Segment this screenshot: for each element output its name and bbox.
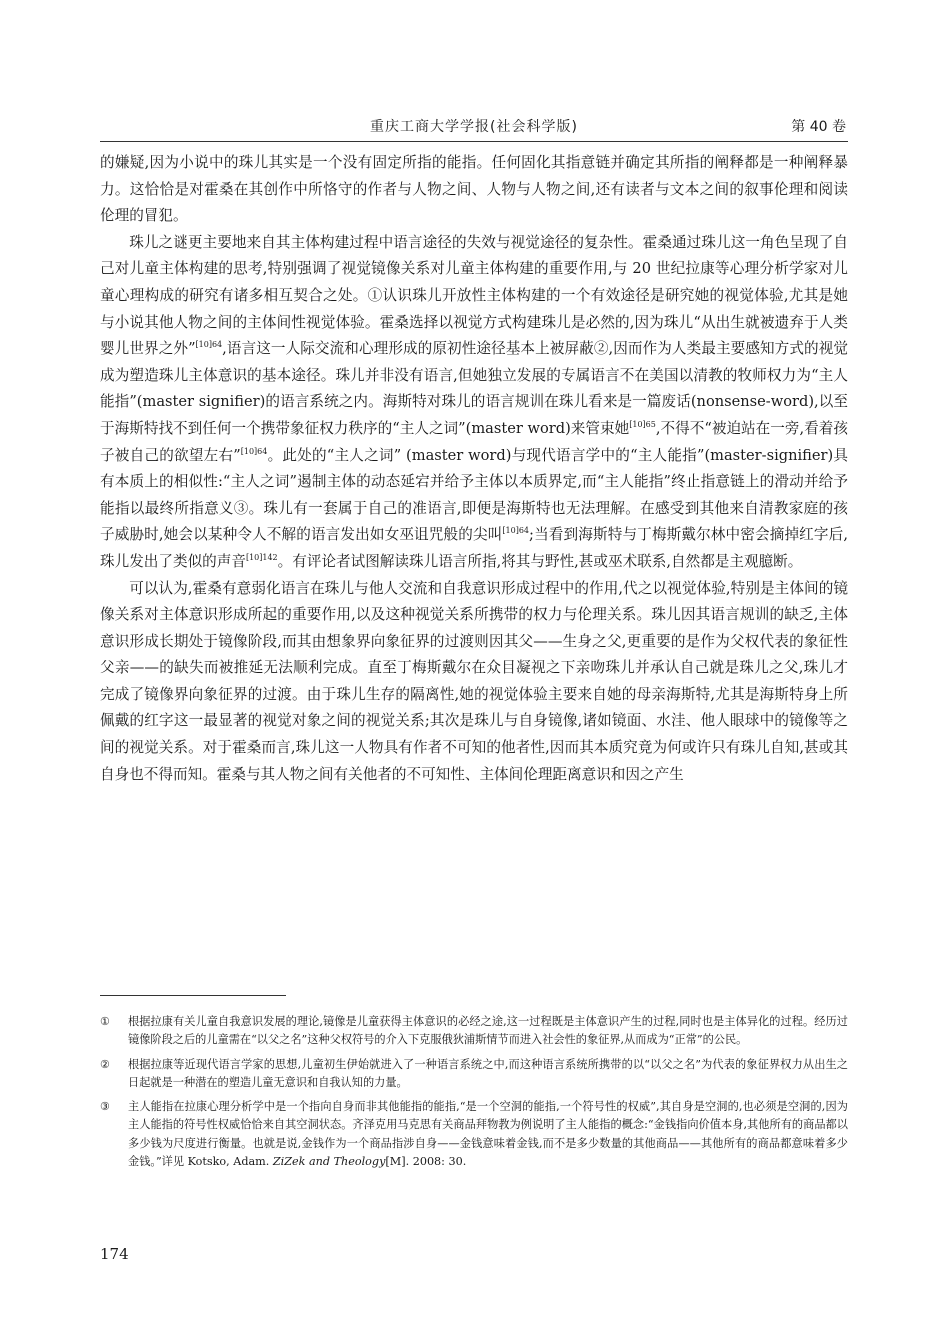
footnote-text: 主人能指在拉康心理分析学中是一个指向自身而非其他能指的能指,“是一个空洞的能指,一个符号性的权威”,其自身是空洞的,也必须是空洞的,因为主人能指的符号性权威恰恰来自其空洞状态。齐泽克用马克思有关商品拜物教为例说明了主人能指的概念:“金钱指向价值本身,其他所有的商品都以多少钱为尺度进行衡量。也就是说,金钱作为一个商品指涉自身——金钱意味着金钱,而不是多少数量的其他商品——其他所有的商品都意味着多少金钱。”详见 Kotsko, Adam. [128,1100,848,1169]
paragraph-3: 可以认为,霍桑有意弱化语言在珠儿与他人交流和自我意识形成过程中的作用,代之以视觉体验,特别是主体间的镜像关系对主体意识形成所起的重要作用,以及这种视觉关系所携带的权力与伦理关系。珠儿因其语言规训的缺乏,主体意识形成长期处于镜像阶段,而其由想象界向象征界的过渡则因其父——生身之父,更重要的是作为父权代表的象征性父亲——的缺失而被推延无法顺利完成。直至丁梅斯戴尔在众目凝视之下亲吻珠儿并承认自己就是珠儿之父,珠儿才完成了镜像界向象征界的过渡。由于珠儿生存的隔离性,她的视觉体验主要来自她的母亲海斯特,尤其是海斯特身上所佩戴的红字这一最显著的视觉对象之间的视觉关系;其次是珠儿与自身镜像,诸如镜面、水洼、他人眼球中的镜像等之间的视觉关系。对于霍桑而言,珠儿这一人物具有作者不可知的他者性,因而其本质究竟为何或许只有珠儿自知,甚或其自身也不得而知。霍桑与其人物之间有关他者的不可知性、主体间伦理距离意识和因之产生 [100,579,848,783]
main-text [100,150,848,788]
footnote-text: 根据拉康有关儿童自我意识发展的理论,镜像是儿童获得主体意识的必经之途,这一过程既是主体意识产生的过程,同时也是主体异化的过程。经历过镜像阶段之后的儿童需在“以父之名”这种父权符号的介入下克服俄狄浦斯情节而进入社会性的象征界,从而成为“正常”的公民。 [128,1015,848,1047]
paragraph-1: 的嫌疑,因为小说中的珠儿其实是一个没有固定所指的能指。任何固化其指意链并确定其所指的阐释都是一种阐释暴力。这恰恰是对霍桑在其创作中所恪守的作者与人物之间、人物与人物之间,还有读者与文本之间的叙事伦理和阅读伦理的冒犯。 [100,154,848,225]
citation: [10]65 [629,419,656,429]
footnotes [100,1013,848,1177]
footnote-3 [100,1098,848,1171]
reference-title: ZiZek and Theology [272,1155,386,1169]
citation: [10]64 [502,526,530,536]
paragraph-2 [100,230,848,576]
volume-label: 第 40 卷 [791,119,846,135]
footnote-text: 根据拉康等近现代语言学家的思想,儿童初生伊始就进入了一种语言系统之中,而这种语言系统所携带的以“以父之名”为代表的象征界权力从出生之日起就是一种潜在的塑造儿童无意识和自我认知的力量。 [128,1057,848,1089]
journal-title: 重庆工商大学学报(社会科学版) [370,119,578,135]
citation: [10]64 [240,446,268,456]
footnote-text-end: [M]. 2008: 30. [385,1155,467,1169]
footnote-mark: ① [100,1015,111,1028]
footnote-mark: ③ [100,1100,111,1114]
citation: [10]142 [245,552,278,562]
footnote-1 [100,1013,848,1050]
header-rule [100,141,848,142]
footnote-rule [100,995,286,996]
p2-text-e: ;当看到海斯特与丁梅斯戴尔林中密会摘掉红字后,珠儿发出了类似的声音 [100,526,848,570]
citation: [10]64 [195,340,223,350]
p2-text-b: ,语言这一人际交流和心理形成的原初性途径基本上被屏蔽②,因而作为人类最主要感知方式的视觉成为塑造珠儿主体意识的基本途径。珠儿并非没有语言,但她独立发展的专属语言不在美国以清教的牧师权力为“主人能指”(master signifier)的语言系统之内。海斯特对珠儿的语言规训在珠儿看来是一篇废话(nonsense-word),以至于海斯特找不到任何一个携带象征权力秩序的“主人之词”(master word)来管束她 [100,340,848,437]
p2-text-f: 。有评论者试图解读珠儿语言所指,将其与野性,甚或巫术联系,自然都是主观臆断。 [277,552,803,570]
footnote-mark: ② [100,1057,111,1071]
p2-text-c: ,不得不“被迫站在一旁,看着孩子被自己的欲望左右” [100,419,848,464]
p2-text-d: 。此处的“主人之词” (master word)与现代语言学中的“主人能指”(master-signifier)具有本质上的相似性:“主人之词”遏制主体的动态延宕并给予主体以本质界定,而“主人能指”终止指意链上的滑动并给予能指以最终所指意义③。珠儿有一套属于自己的准语言,即便是海斯特也无法理解。在感受到其他来自清教家庭的孩子威胁时,她会以某种令人不解的语言发出如女巫诅咒般的尖叫 [100,446,848,544]
running-header [100,114,848,140]
footnote-2 [100,1056,848,1093]
p2-text-a: 珠儿之谜更主要地来自其主体构建过程中语言途径的失效与视觉途径的复杂性。霍桑通过珠儿这一角色呈现了自己对儿童主体构建的思考,特别强调了视觉镜像关系对儿童主体构建的重要作用,与 20 世纪拉康等心理分析学家对儿童心理构成的研究有诸多相互契合之处。①认识珠儿开放性主体构建的一个有效途径是研究她的视觉体验,尤其是她与小说其他人物之间的主体间性视觉体验。霍桑选择以视觉方式构建珠儿是必然的,因为珠儿“从出生就被遗弃于人类婴儿世界之外” [100,233,848,358]
page-number: 174 [100,1245,129,1263]
